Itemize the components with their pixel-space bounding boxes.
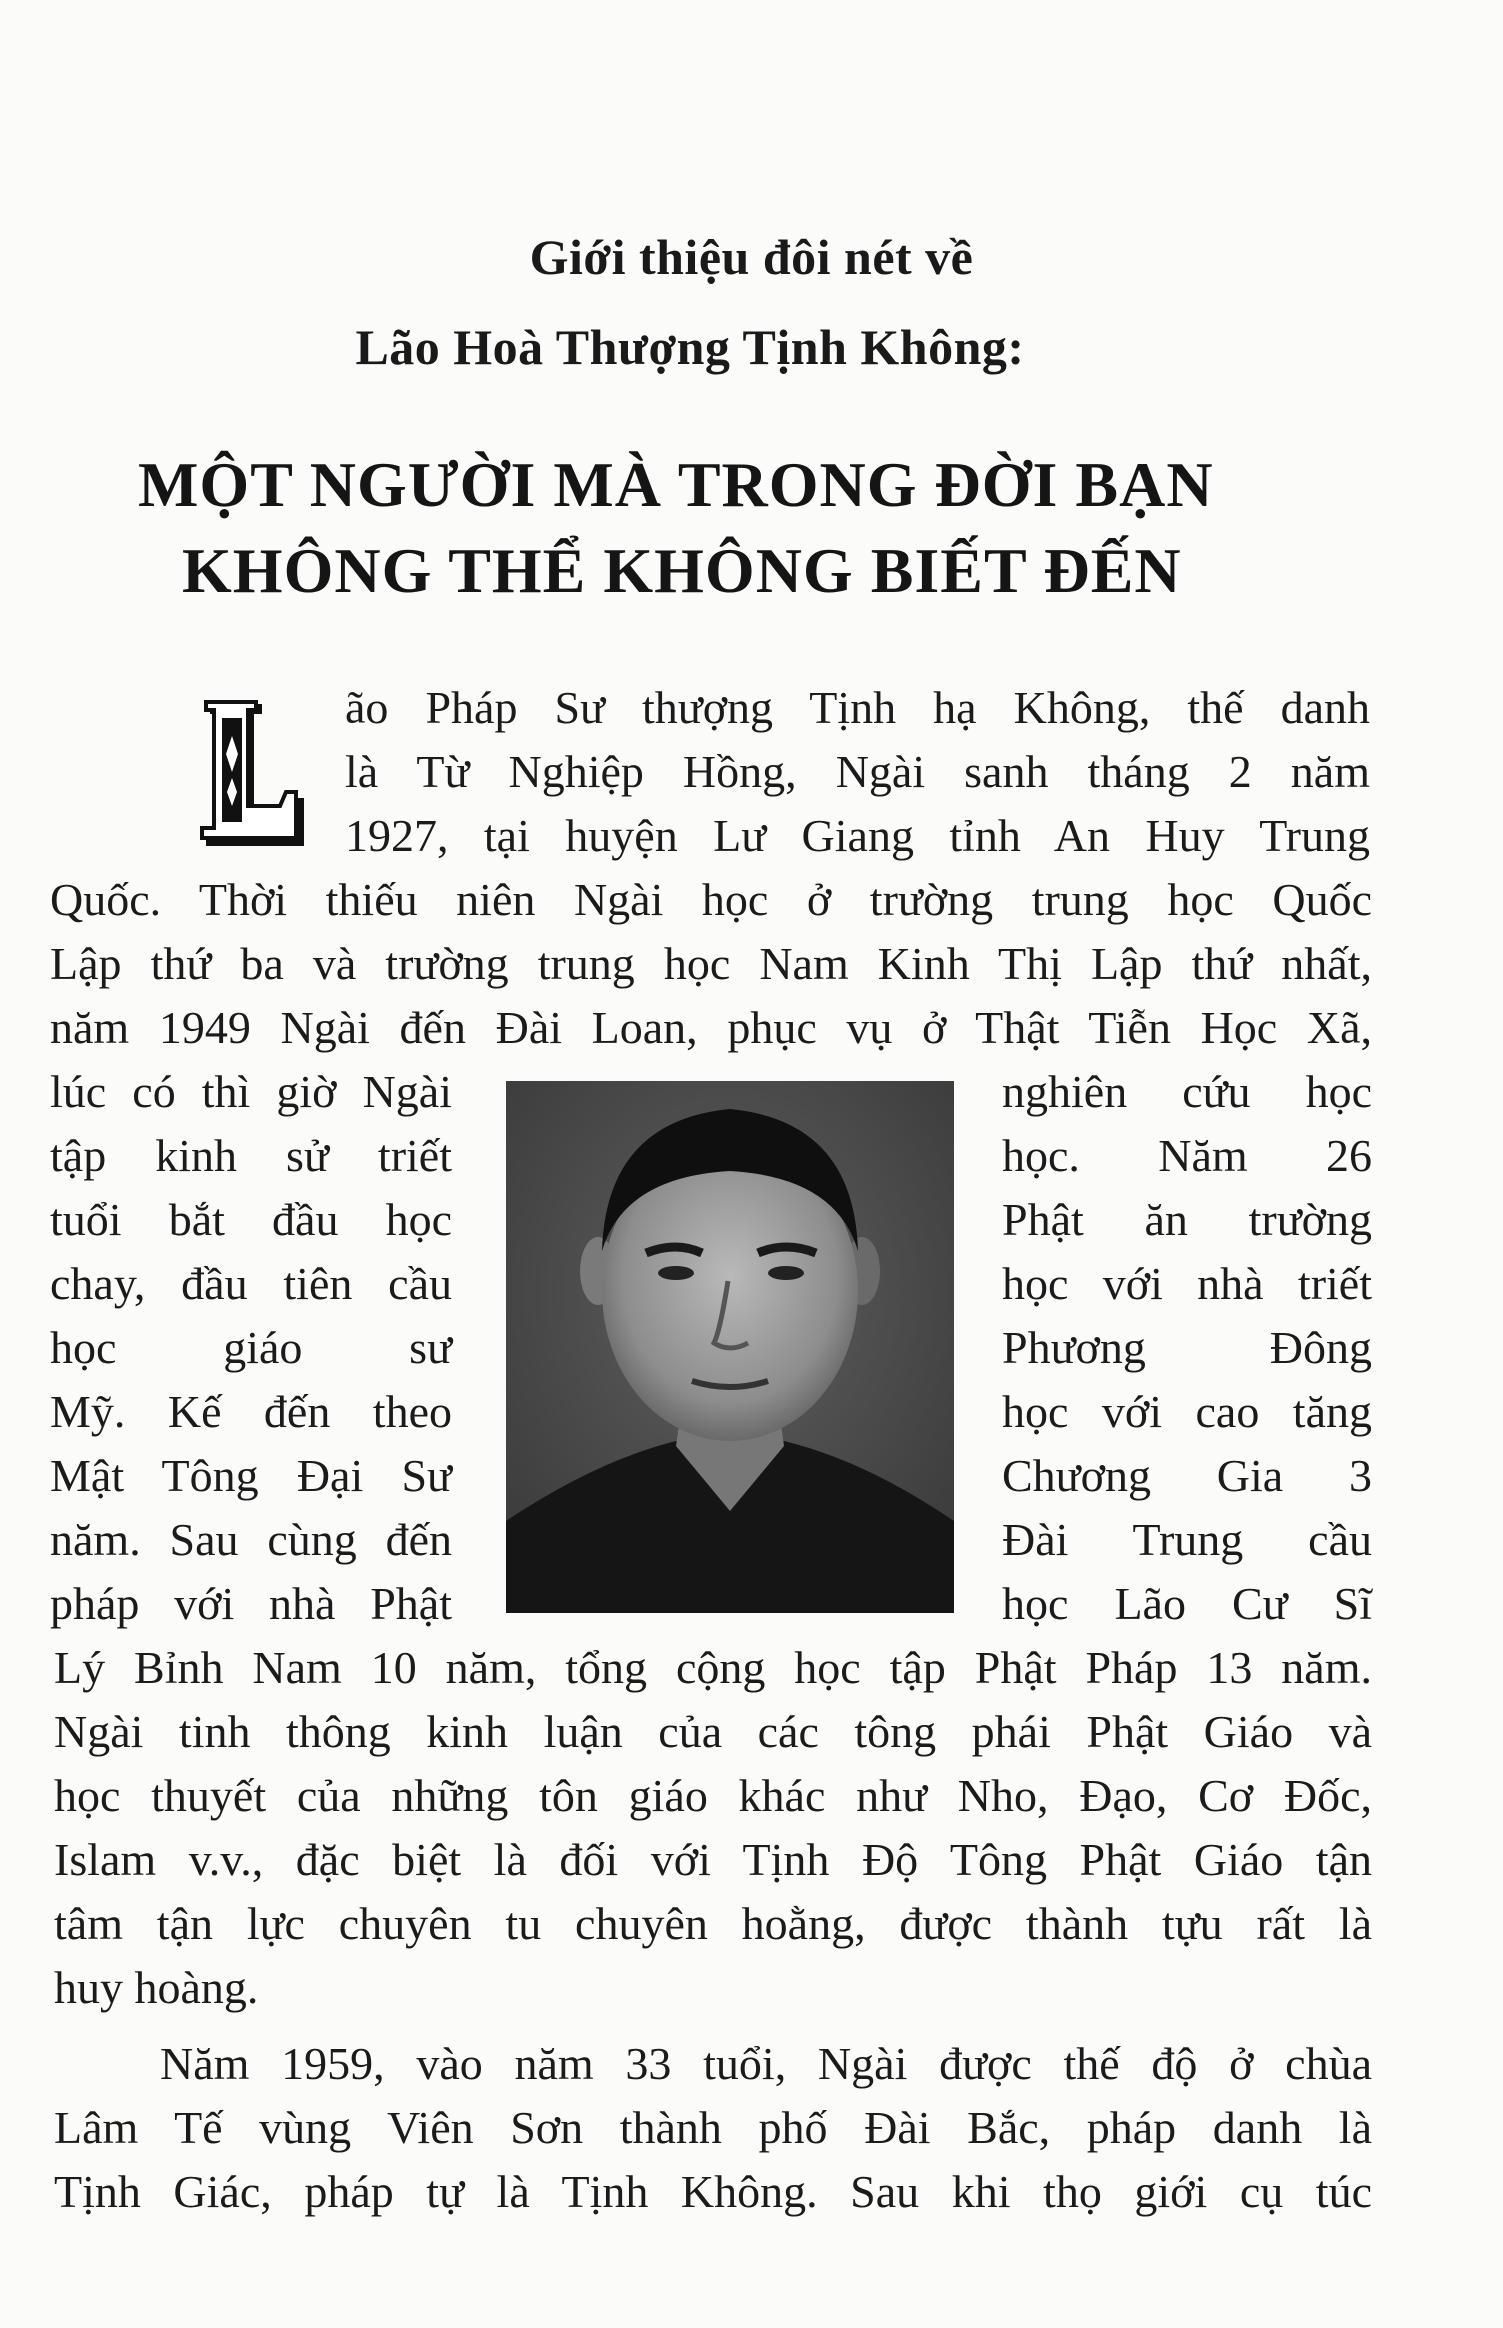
body-line-left: tuổi bắt đầu học [50,1194,452,1245]
body-line-left: học giáo sư [50,1322,452,1373]
body-line: huy hoàng. [54,1962,259,2013]
body-line: ão Pháp Sư thượng Tịnh hạ Không, thế danh [345,682,1370,733]
body-line: Islam v.v., đặc biệt là đối với Tịnh Độ Tông Phật Giáo tận [54,1834,1372,1885]
body-line-right: Phương Đông [1002,1322,1372,1373]
title-line-1: MỘT NGƯỜI MÀ TRONG ĐỜI BẠN [138,449,1214,520]
body-line: Tịnh Giác, pháp tự là Tịnh Không. Sau khi thọ giới cụ túc [54,2166,1372,2217]
body-line: tâm tận lực chuyên tu chuyên hoằng, được thành tựu rất là [54,1898,1372,1949]
body-line: Lập thứ ba và trường trung học Nam Kinh Thị Lập thứ nhất, [50,938,1372,989]
drop-cap-ornament [200,700,310,848]
intro-line-1: Giới thiệu đôi nét về [529,229,974,285]
body-line-right: học. Năm 26 [1002,1130,1372,1181]
body-line: 1927, tại huyện Lư Giang tỉnh An Huy Trung [345,810,1370,861]
body-line: Năm 1959, vào năm 33 tuổi, Ngài được thế độ ở chùa [160,2038,1372,2089]
body-line: Ngài tinh thông kinh luận của các tông phái Phật Giáo và [54,1706,1372,1757]
drop-cap-letter: L [200,700,201,701]
body-line: Lý Bỉnh Nam 10 năm, tổng cộng học tập Phật Pháp 13 năm. [54,1642,1372,1693]
body-line-left: tập kinh sử triết [50,1130,452,1181]
body-line: học thuyết của những tôn giáo khác như Nho, Đạo, Cơ Đốc, [54,1770,1372,1821]
title-line-2: KHÔNG THỂ KHÔNG BIẾT ĐẾN [182,535,1182,606]
body-line-right: học Lão Cư Sĩ [1002,1578,1372,1629]
intro-line-2: Lão Hoà Thượng Tịnh Không: [355,319,1025,375]
body-line-right: Phật ăn trường [1002,1194,1372,1245]
body-line-right: Chương Gia 3 [1002,1450,1372,1501]
body-line: năm 1949 Ngài đến Đài Loan, phục vụ ở Thật Tiễn Học Xã, [50,1002,1372,1053]
portrait-photo [506,1081,954,1613]
body-line: Quốc. Thời thiếu niên Ngài học ở trường trung học Quốc [50,874,1372,925]
body-line-left: chay, đầu tiên cầu [50,1258,452,1309]
body-line-left: lúc có thì giờ Ngài [50,1066,452,1117]
body-line-right: học với cao tăng [1002,1386,1372,1437]
body-line: Lâm Tế vùng Viên Sơn thành phố Đài Bắc, pháp danh là [54,2102,1372,2153]
body-line: là Từ Nghiệp Hồng, Ngài sanh tháng 2 năm [345,746,1370,797]
body-line-right: nghiên cứu học [1002,1066,1372,1117]
body-line-left: pháp với nhà Phật [50,1578,452,1629]
body-line-left: năm. Sau cùng đến [50,1514,452,1565]
body-line-right: Đài Trung cầu [1002,1514,1372,1565]
body-line-left: Mật Tông Đại Sư [50,1450,452,1501]
body-line-left: Mỹ. Kế đến theo [50,1386,452,1437]
body-line-right: học với nhà triết [1002,1258,1372,1309]
